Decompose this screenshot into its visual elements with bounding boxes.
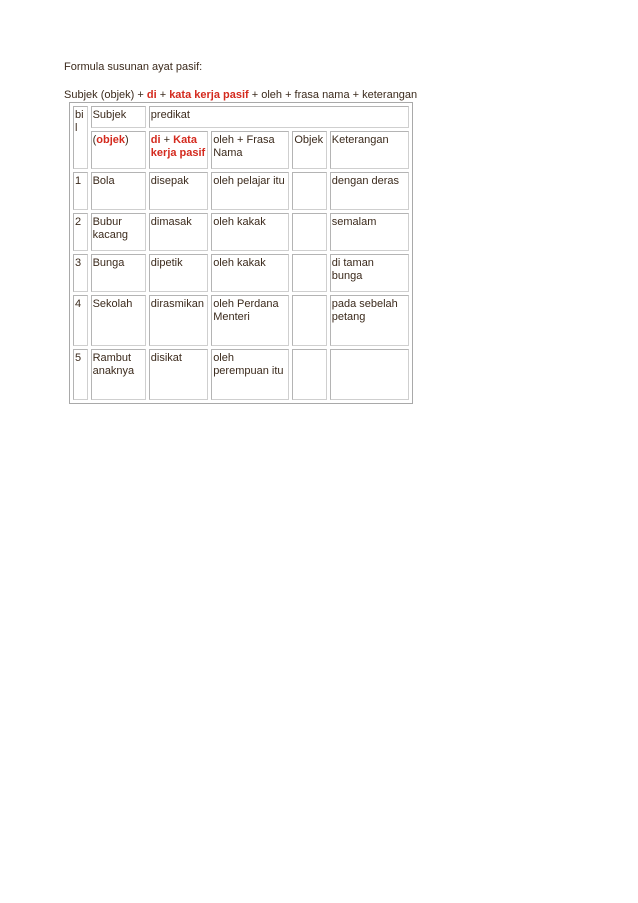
subheader-oleh-frasa-nama: oleh + Frasa Nama <box>211 131 289 169</box>
cell-oleh-frasa-nama: oleh pelajar itu <box>211 172 289 210</box>
formula-heading: Formula susunan ayat pasif: <box>64 61 203 73</box>
cell-subjek: Sekolah <box>91 295 146 346</box>
cell-oleh-frasa-nama: oleh kakak <box>211 213 289 251</box>
cell-subjek: Bunga <box>91 254 146 292</box>
cell-subjek: Bubur kacang <box>91 213 146 251</box>
cell-bil: 1 <box>73 172 88 210</box>
formula-line <box>64 89 417 102</box>
cell-objek <box>292 254 326 292</box>
cell-keterangan: pada sebelah petang <box>330 295 409 346</box>
subheader-di-kata-kerja-pasif <box>149 131 208 169</box>
cell-kata-kerja-pasif: disikat <box>149 349 208 400</box>
cell-bil: 3 <box>73 254 88 292</box>
header-subjek: Subjek <box>91 106 146 128</box>
table-row <box>73 172 409 210</box>
subheader-keterangan: Keterangan <box>330 131 409 169</box>
table-row <box>73 349 409 400</box>
kata-word: Kata <box>173 134 197 146</box>
formula-part-di: di <box>146 89 157 101</box>
formula-part-kata-kerja-pasif: kata kerja pasif <box>169 89 249 101</box>
cell-oleh-frasa-nama: oleh kakak <box>211 254 289 292</box>
cell-oleh-frasa-nama: oleh perempuan itu <box>211 349 289 400</box>
kerja-pasif-word: kerja pasif <box>150 147 206 159</box>
cell-subjek: Bola <box>91 172 146 210</box>
table-subheader-row <box>73 131 409 169</box>
cell-oleh-frasa-nama: oleh Perdana Menteri <box>211 295 289 346</box>
formula-part-plus: + <box>156 89 170 101</box>
cell-objek <box>292 172 326 210</box>
table-header-row <box>73 106 409 128</box>
di-word: di <box>150 134 161 146</box>
objek-close: ) <box>124 134 129 146</box>
plus-sign: + <box>160 134 174 146</box>
table-row <box>73 213 409 251</box>
header-predikat: predikat <box>149 106 409 128</box>
formula-part-subjek: Subjek (objek) + <box>64 89 147 101</box>
cell-subjek: Rambut anaknya <box>91 349 146 400</box>
cell-objek <box>292 295 326 346</box>
cell-bil: 4 <box>73 295 88 346</box>
subheader-objek-col: Objek <box>292 131 326 169</box>
cell-bil: 5 <box>73 349 88 400</box>
cell-keterangan: di taman bunga <box>330 254 409 292</box>
cell-keterangan: dengan deras <box>330 172 409 210</box>
cell-kata-kerja-pasif: dirasmikan <box>149 295 208 346</box>
cell-keterangan: semalam <box>330 213 409 251</box>
table-row <box>73 295 409 346</box>
table-row <box>73 254 409 292</box>
cell-bil: 2 <box>73 213 88 251</box>
cell-objek <box>292 213 326 251</box>
subheader-objek <box>91 131 146 169</box>
cell-objek <box>292 349 326 400</box>
passive-sentence-table <box>69 102 413 404</box>
cell-kata-kerja-pasif: disepak <box>149 172 208 210</box>
cell-keterangan <box>330 349 409 400</box>
objek-open: ( <box>92 134 97 146</box>
cell-kata-kerja-pasif: dipetik <box>149 254 208 292</box>
objek-word: objek <box>96 134 125 146</box>
cell-kata-kerja-pasif: dimasak <box>149 213 208 251</box>
header-bil: bil <box>73 106 88 169</box>
formula-part-rest: + oleh + frasa nama + keterangan <box>248 89 418 101</box>
